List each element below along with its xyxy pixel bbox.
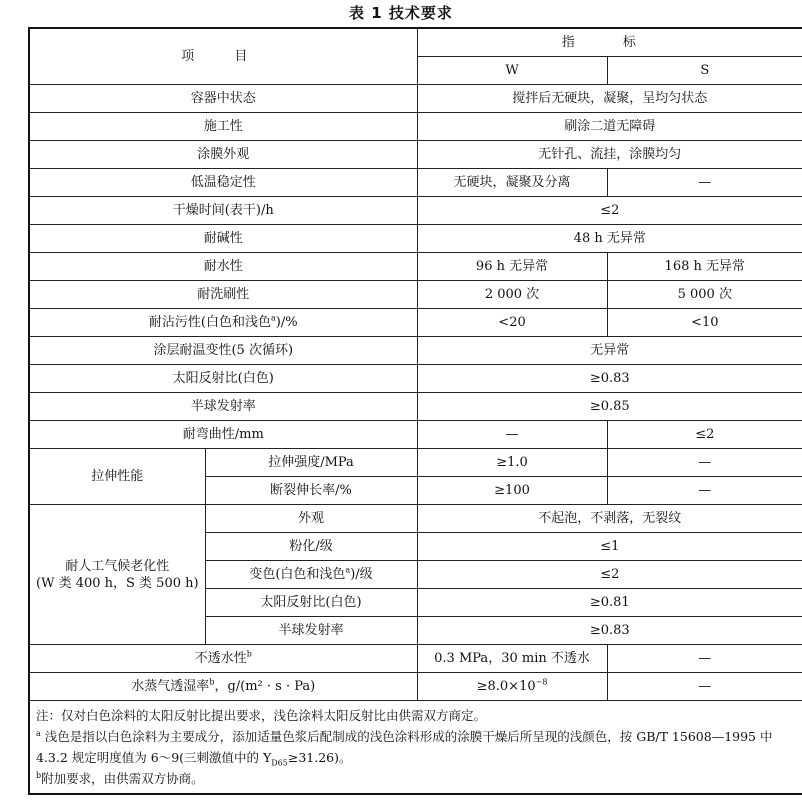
row-value-s: 5 000 次 — [607, 281, 802, 309]
weathering-line1: 耐人工气候老化性 — [65, 558, 170, 574]
table-row — [29, 85, 802, 113]
row-label: 太阳反射比(白色) — [205, 589, 417, 617]
row-value-s: 168 h 无异常 — [607, 253, 802, 281]
table-row — [29, 337, 802, 365]
note-general: 注：仅对白色涂料的太阳反射比提出要求，浅色涂料太阳反射比由供需双方商定。 — [36, 708, 487, 723]
row-value: 搅拌后无硬块，凝聚，呈均匀状态 — [417, 85, 802, 113]
row-value-w: 2 000 次 — [417, 281, 607, 309]
row-label: 涂层耐温变性(5 次循环) — [29, 337, 417, 365]
notes-row — [29, 701, 802, 795]
row-value-w: ≥1.0 — [417, 449, 607, 477]
row-value: 无针孔、流挂，涂膜均匀 — [417, 141, 802, 169]
row-label: 拉伸强度/MPa — [205, 449, 417, 477]
header-col-s: S — [607, 57, 802, 85]
row-value-w: 96 h 无异常 — [417, 253, 607, 281]
row-value: 无异常 — [417, 337, 802, 365]
row-value-s: — — [607, 645, 802, 673]
row-value: ≥0.83 — [417, 617, 802, 645]
table-title: 表 1 技术要求 — [349, 4, 453, 22]
table-row — [29, 197, 802, 225]
row-value-w: ≥100 — [417, 477, 607, 505]
row-label: 粉化/级 — [205, 533, 417, 561]
table-row — [29, 281, 802, 309]
table-row — [29, 421, 802, 449]
row-value: ≥0.81 — [417, 589, 802, 617]
row-label: 耐水性 — [29, 253, 417, 281]
row-label: 耐碱性 — [29, 225, 417, 253]
row-label: 不透水性$^b$ — [29, 645, 417, 673]
table-row — [29, 253, 802, 281]
row-label: 低温稳定性 — [29, 169, 417, 197]
row-label: 外观 — [205, 505, 417, 533]
row-value-s: — — [607, 477, 802, 505]
row-value-s: — — [607, 449, 802, 477]
row-label: 断裂伸长率/% — [205, 477, 417, 505]
header-col-w: W — [417, 57, 607, 85]
row-label: 水蒸气透湿率$^b$，g/(m² · s · Pa) — [29, 673, 417, 701]
header-row — [29, 28, 802, 57]
table-row — [29, 225, 802, 253]
row-value-s: <10 — [607, 309, 802, 337]
header-item: 项 目 — [29, 28, 417, 85]
row-value-w: 0.3 MPa，30 min 不透水 — [417, 645, 607, 673]
row-label: 干燥时间(表干)/h — [29, 197, 417, 225]
row-label: 耐沾污性(白色和浅色$^a$)/% — [29, 309, 417, 337]
row-label: 半球发射率 — [205, 617, 417, 645]
row-value: ≤2 — [417, 197, 802, 225]
table-row — [29, 449, 802, 477]
row-label: 耐洗刷性 — [29, 281, 417, 309]
row-value: 刷涂二道无障碍 — [417, 113, 802, 141]
row-label: 耐弯曲性/mm — [29, 421, 417, 449]
row-label: 太阳反射比(白色) — [29, 365, 417, 393]
row-value-w: <20 — [417, 309, 607, 337]
header-indicator: 指 标 — [417, 28, 802, 57]
row-value-s: — — [607, 169, 802, 197]
row-value-w: 无硬块，凝聚及分离 — [417, 169, 607, 197]
group-label-tensile: 拉伸性能 — [29, 449, 205, 505]
row-value-s: — — [607, 673, 802, 701]
row-label: 施工性 — [29, 113, 417, 141]
table-row — [29, 113, 802, 141]
table-row — [29, 141, 802, 169]
row-value: ≤2 — [417, 561, 802, 589]
technical-requirements-table — [28, 27, 802, 795]
row-value-s: ≤2 — [607, 421, 802, 449]
table-row — [29, 505, 802, 533]
row-label: 半球发射率 — [29, 393, 417, 421]
table-row — [29, 673, 802, 701]
row-label: 容器中状态 — [29, 85, 417, 113]
note-b: $^b$附加要求，由供需双方协商。 — [36, 770, 204, 786]
weathering-line2: (W 类 400 h，S 类 500 h) — [36, 575, 199, 591]
row-value: ≤1 — [417, 533, 802, 561]
table-row — [29, 645, 802, 673]
row-value-w: $\ge 8.0\times 10^{-8}$ — [417, 673, 607, 701]
row-value: 不起泡，不剥落，无裂纹 — [417, 505, 802, 533]
row-value: ≥0.83 — [417, 365, 802, 393]
row-label: 涂膜外观 — [29, 141, 417, 169]
table-notes — [29, 701, 802, 795]
row-label: 变色(白色和浅色$^a$)/级 — [205, 561, 417, 589]
row-value: 48 h 无异常 — [417, 225, 802, 253]
group-label-weathering — [29, 505, 205, 645]
table-row — [29, 169, 802, 197]
row-value-w: — — [417, 421, 607, 449]
table-row — [29, 309, 802, 337]
table-row — [29, 365, 802, 393]
note-a: $^a$ 浅色是指以白色涂料为主要成分，添加适量色浆后配制成的浅色涂料形成的涂膜干燥后所呈现的浅颜色，按 GB/T 15608—1995 中 4.3.2 规定明度值为 6～9(三刺激值中的 $Y_{D65}\ge 31.26$)。 — [36, 728, 773, 768]
row-value: ≥0.85 — [417, 393, 802, 421]
table-row — [29, 393, 802, 421]
